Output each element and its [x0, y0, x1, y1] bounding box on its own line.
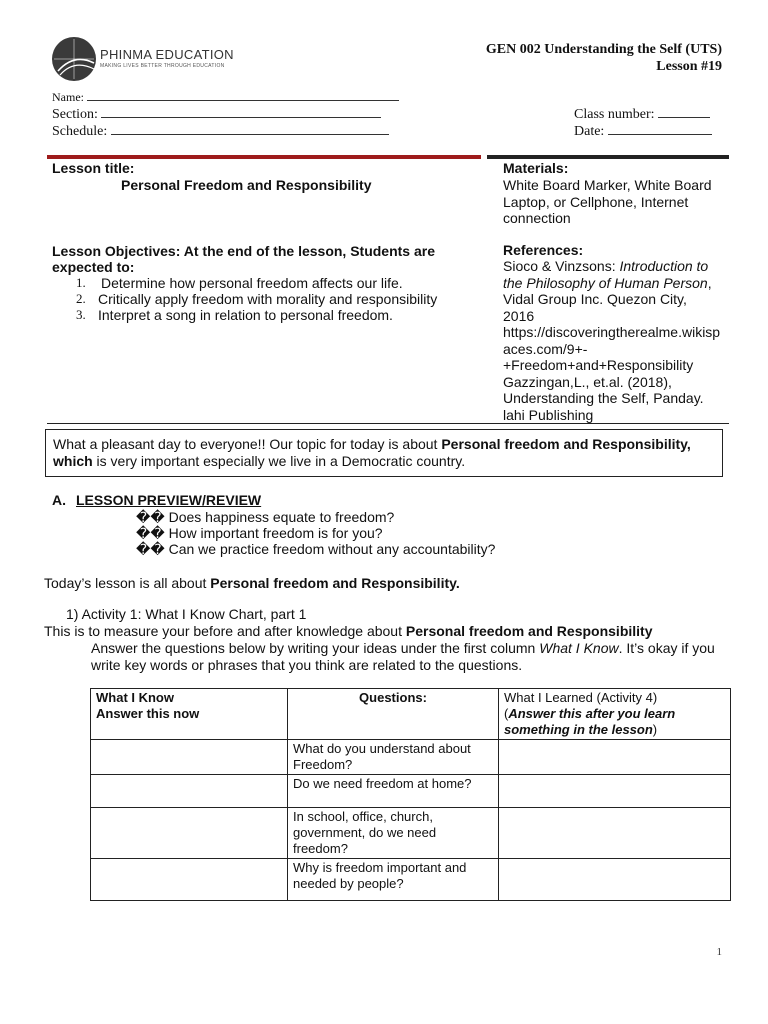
objectives-list [76, 275, 476, 323]
objective-item: 1. Determine how personal freedom affects our life. [76, 275, 403, 291]
lesson-title-label: Lesson title: [52, 160, 135, 176]
dark-divider [487, 155, 729, 159]
materials-text: White Board Marker, White Board Laptop, or Cellphone, Internet connection [503, 177, 712, 226]
what-i-know-chart [90, 688, 731, 901]
header-what-i-know: What I Know Answer this now [91, 689, 288, 740]
class-number-field[interactable] [658, 105, 710, 118]
question-cell: In school, office, church, government, do we need freedom? [288, 808, 499, 859]
date-label: Date: [574, 124, 605, 139]
objective-item: 3. Interpret a song in relation to personal freedom. [76, 307, 393, 323]
section-field[interactable] [101, 105, 381, 118]
logo-tagline: MAKING LIVES BETTER THROUGH EDUCATION [100, 63, 225, 69]
preview-question: �� How important freedom is for you? [136, 525, 383, 541]
what-i-learned-cell[interactable] [499, 808, 731, 859]
table-row [91, 775, 731, 808]
lesson-number: Lesson #19 [656, 59, 722, 74]
lesson-title: Personal Freedom and Responsibility [121, 177, 372, 193]
activity-instructions: Answer the questions below by writing your ideas under the first column What I Know. It’s okay if you write key words or phrases that you think are related to the questions. [91, 640, 715, 673]
preview-question: �� Can we practice freedom without any accountability? [136, 541, 496, 557]
table-row [91, 740, 731, 775]
date-field[interactable] [608, 122, 712, 135]
table-header-row [91, 689, 731, 740]
intro-text: What a pleasant day to everyone!! Our topic for today is about Personal freedom and Responsibility, which is very important especially we live in a Democratic country. [53, 436, 691, 469]
logo-name: PHINMA EDUCATION [100, 47, 234, 62]
header-what-i-learned: What I Learned (Activity 4) (Answer this after you learn something in the lesson) [499, 689, 731, 740]
question-cell: Do we need freedom at home? [288, 775, 499, 808]
what-i-know-cell[interactable] [91, 859, 288, 901]
name-label: Name: [52, 90, 84, 104]
section-divider [47, 423, 729, 424]
schedule-label: Schedule: [52, 124, 108, 139]
todays-lesson: Today’s lesson is all about Personal freedom and Responsibility. [44, 575, 460, 591]
schedule-field[interactable] [111, 122, 389, 135]
name-line [52, 88, 399, 105]
name-field[interactable] [87, 88, 399, 101]
table-row [91, 859, 731, 901]
objective-item: 2. Critically apply freedom with morality and responsibility [76, 291, 438, 307]
activity-measure: This is to measure your before and after knowledge about Personal freedom and Responsibility [44, 623, 653, 639]
references-text: Sioco & Vinzsons: Introduction to the Philosophy of Human Person, Vidal Group Inc. Quezon City, 2016 https://discoveringtherealme.wikisp aces.com/9+- +Freedom+and+Responsibility Gazzingan,L., et.al. (2018), Understanding the Self, Panday. lahi Publishing [503, 258, 733, 423]
question-cell: Why is freedom important and needed by people? [288, 859, 499, 901]
preview-question: �� Does happiness equate to freedom? [136, 509, 395, 525]
what-i-know-cell[interactable] [91, 740, 288, 775]
class-number-line [574, 105, 710, 123]
table-row [91, 808, 731, 859]
materials-label: Materials: [503, 160, 569, 176]
activity-item: 1) Activity 1: What I Know Chart, part 1 [66, 606, 307, 622]
what-i-learned-cell[interactable] [499, 775, 731, 808]
what-i-know-cell[interactable] [91, 775, 288, 808]
references-label: References: [503, 242, 584, 258]
what-i-learned-cell[interactable] [499, 740, 731, 775]
objectives-heading: Lesson Objectives: At the end of the lesson, Students are expected to: [52, 243, 436, 275]
reference-url: https://discoveringtherealme.wikisp [503, 324, 721, 340]
question-cell: What do you understand about Freedom? [288, 740, 499, 775]
globe-book-icon [50, 33, 100, 85]
section-a-heading: A. LESSON PREVIEW/REVIEW [52, 492, 262, 508]
page-number: 1 [716, 946, 722, 958]
date-line [574, 122, 712, 140]
section-line [52, 105, 381, 123]
course-title: GEN 002 Understanding the Self (UTS) [485, 42, 722, 57]
section-label: Section: [52, 107, 98, 122]
red-divider [47, 155, 481, 159]
header-questions: Questions: [288, 689, 499, 740]
schedule-line [52, 122, 389, 140]
class-number-label: Class number: [574, 107, 655, 122]
what-i-know-cell[interactable] [91, 808, 288, 859]
course-header [486, 41, 722, 75]
what-i-learned-cell[interactable] [499, 859, 731, 901]
